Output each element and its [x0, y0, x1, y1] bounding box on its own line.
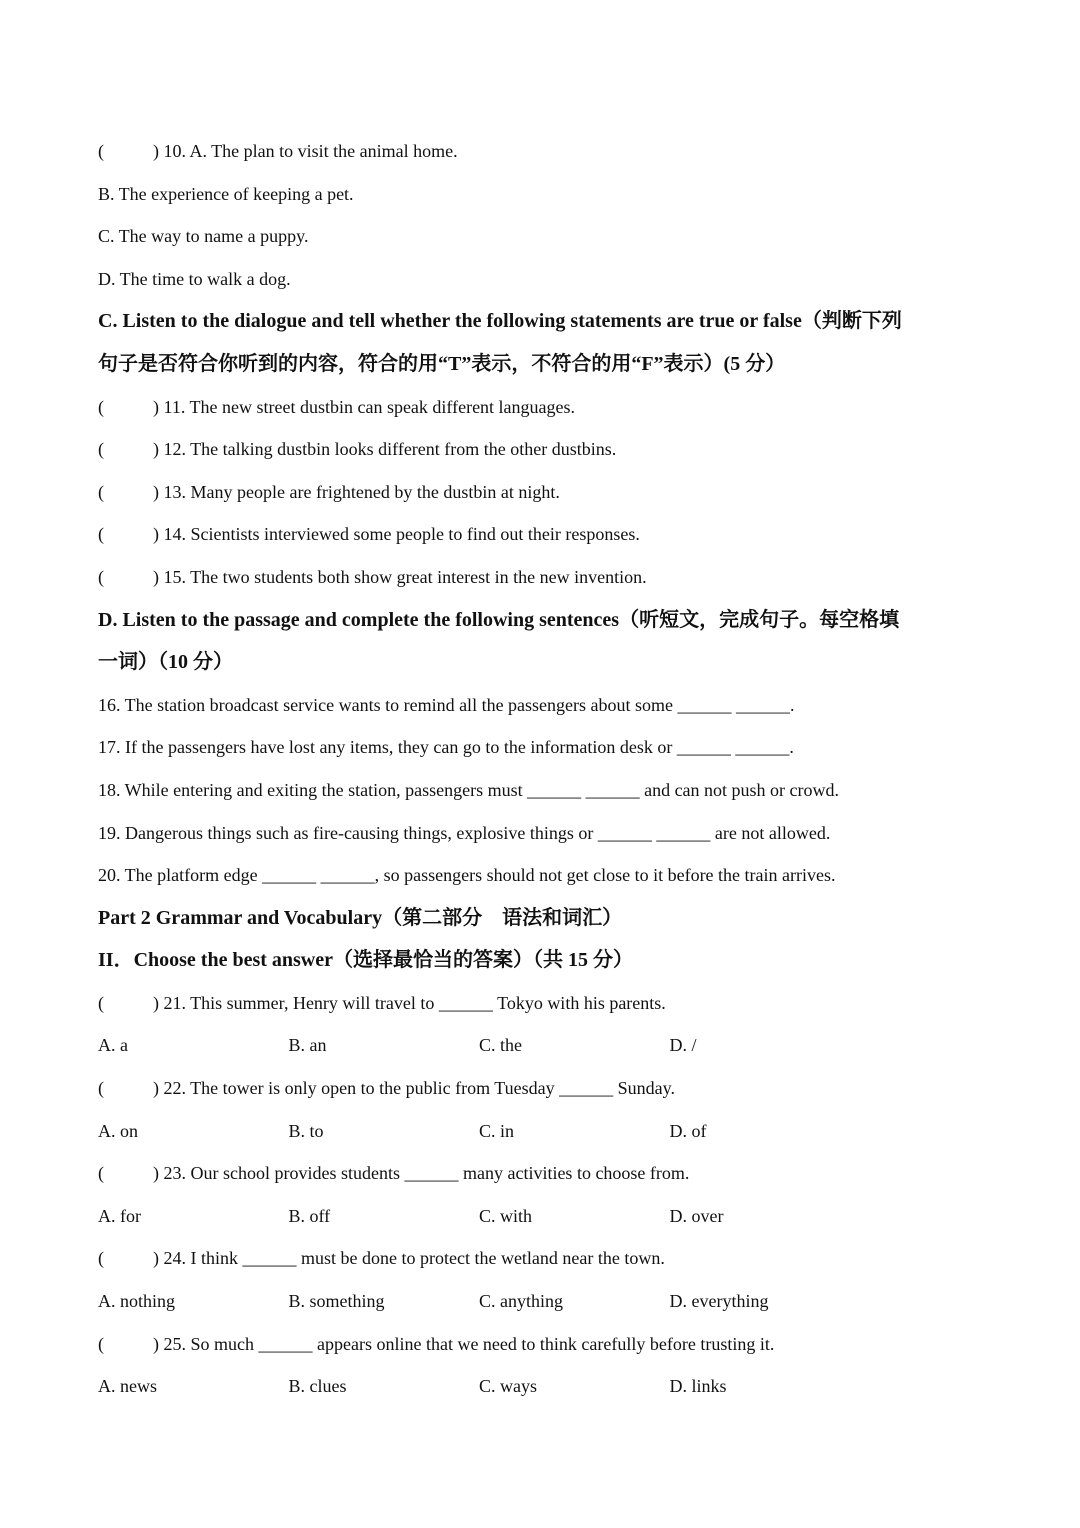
- question-19: 19. Dangerous things such as fire-causing things, explosive things or ______ ______ are not allowed.: [98, 822, 831, 843]
- option-d: D. /: [669, 1035, 697, 1056]
- question-22: [98, 1067, 998, 1110]
- question-14: [98, 513, 998, 556]
- question-13: [98, 471, 998, 514]
- option-a: A. a: [98, 1035, 128, 1056]
- section-c-heading: C. Listen to the dialogue and tell whether the following statements are true or false（判断下列: [98, 310, 902, 333]
- answer-paren: (: [98, 992, 104, 1013]
- option-c: C. with: [479, 1205, 533, 1226]
- section-d-heading: D. Listen to the passage and complete the following sentences（听短文，完成句子。每空格填: [98, 608, 900, 631]
- options-row: [98, 1110, 998, 1153]
- option-c: C. in: [479, 1120, 515, 1141]
- option-c: C. anything: [479, 1291, 563, 1312]
- question-21: [98, 982, 998, 1025]
- option-a: A. for: [98, 1205, 141, 1226]
- answer-paren: (: [98, 439, 104, 460]
- option-d: D. over: [669, 1205, 724, 1226]
- option-b: B. something: [288, 1291, 385, 1312]
- part-2-heading: Part 2 Grammar and Vocabulary（第二部分 语法和词汇）: [98, 906, 623, 929]
- question-17: 17. If the passengers have lost any items, they can go to the information desk or ______ ______.: [98, 737, 794, 758]
- option-b: B. off: [288, 1205, 331, 1226]
- option-d: D. links: [669, 1376, 727, 1397]
- section-d-heading-cont: 一词）（10 分）: [98, 651, 233, 674]
- question-stem: ) 24. I think ______ must be done to protect the wetland near the town.: [153, 1248, 665, 1269]
- option-a: A. news: [98, 1376, 157, 1397]
- answer-paren: (: [98, 1333, 104, 1354]
- question-stem: ) 23. Our school provides students ______ many activities to choose from.: [153, 1163, 690, 1184]
- question-stem: ) 21. This summer, Henry will travel to ______ Tokyo with his parents.: [153, 992, 666, 1013]
- question-16: 16. The station broadcast service wants to remind all the passengers about some ______ ______.: [98, 694, 795, 715]
- question-23: [98, 1152, 998, 1195]
- option-b: B. to: [288, 1120, 324, 1141]
- question-18: 18. While entering and exiting the station, passengers must ______ ______ and can not push or crowd.: [98, 779, 840, 800]
- question-11: [98, 386, 998, 429]
- answer-paren: (: [98, 481, 104, 502]
- option-c: C. the: [479, 1035, 522, 1056]
- answer-paren: (: [98, 1078, 104, 1099]
- question-stem: ) 14. Scientists interviewed some people to find out their responses.: [153, 524, 640, 545]
- section-c-heading-cont: 句子是否符合你听到的内容，符合的用“T”表示，不符合的用“F”表示）(5 分）: [98, 352, 786, 375]
- question-25: [98, 1323, 998, 1366]
- question-20: 20. The platform edge ______ ______, so passengers should not get close to it before the train arrives.: [98, 865, 836, 886]
- section-ii-heading: II．Choose the best answer（选择最恰当的答案）（共 15 分）: [98, 949, 633, 972]
- question-stem: ) 25. So much ______ appears online that we need to think carefully before trusting it.: [153, 1333, 775, 1354]
- option-line: B. The experience of keeping a pet.: [98, 183, 354, 204]
- question-stem: ) 15. The two students both show great interest in the new invention.: [153, 566, 647, 587]
- answer-paren: (: [98, 141, 104, 161]
- answer-paren: (: [98, 396, 104, 417]
- question-stem: ) 13. Many people are frightened by the dustbin at night.: [153, 481, 560, 502]
- option-line: D. The time to walk a dog.: [98, 268, 291, 289]
- question-24: [98, 1237, 998, 1280]
- question-stem: ) 12. The talking dustbin looks different from the other dustbins.: [153, 439, 617, 460]
- option-c: C. ways: [479, 1376, 537, 1397]
- question-stem: ) 22. The tower is only open to the public from Tuesday ______ Sunday.: [153, 1078, 675, 1099]
- question-10: [98, 130, 998, 173]
- options-row: [98, 1195, 998, 1238]
- question-stem: ) 10. A. The plan to visit the animal home.: [153, 141, 458, 161]
- question-stem: ) 11. The new street dustbin can speak different languages.: [153, 396, 576, 417]
- answer-paren: (: [98, 524, 104, 545]
- option-d: D. everything: [669, 1291, 769, 1312]
- question-15: [98, 556, 998, 599]
- option-b: B. an: [288, 1035, 327, 1056]
- options-row: [98, 1024, 998, 1067]
- question-12: [98, 428, 998, 471]
- answer-paren: (: [98, 1163, 104, 1184]
- exam-page: [98, 130, 998, 1408]
- option-a: A. nothing: [98, 1291, 176, 1312]
- answer-paren: (: [98, 566, 104, 587]
- option-d: D. of: [669, 1120, 707, 1141]
- options-row: [98, 1365, 998, 1408]
- option-line: C. The way to name a puppy.: [98, 226, 309, 247]
- options-row: [98, 1280, 998, 1323]
- option-b: B. clues: [288, 1376, 347, 1397]
- option-a: A. on: [98, 1120, 138, 1141]
- answer-paren: (: [98, 1248, 104, 1269]
